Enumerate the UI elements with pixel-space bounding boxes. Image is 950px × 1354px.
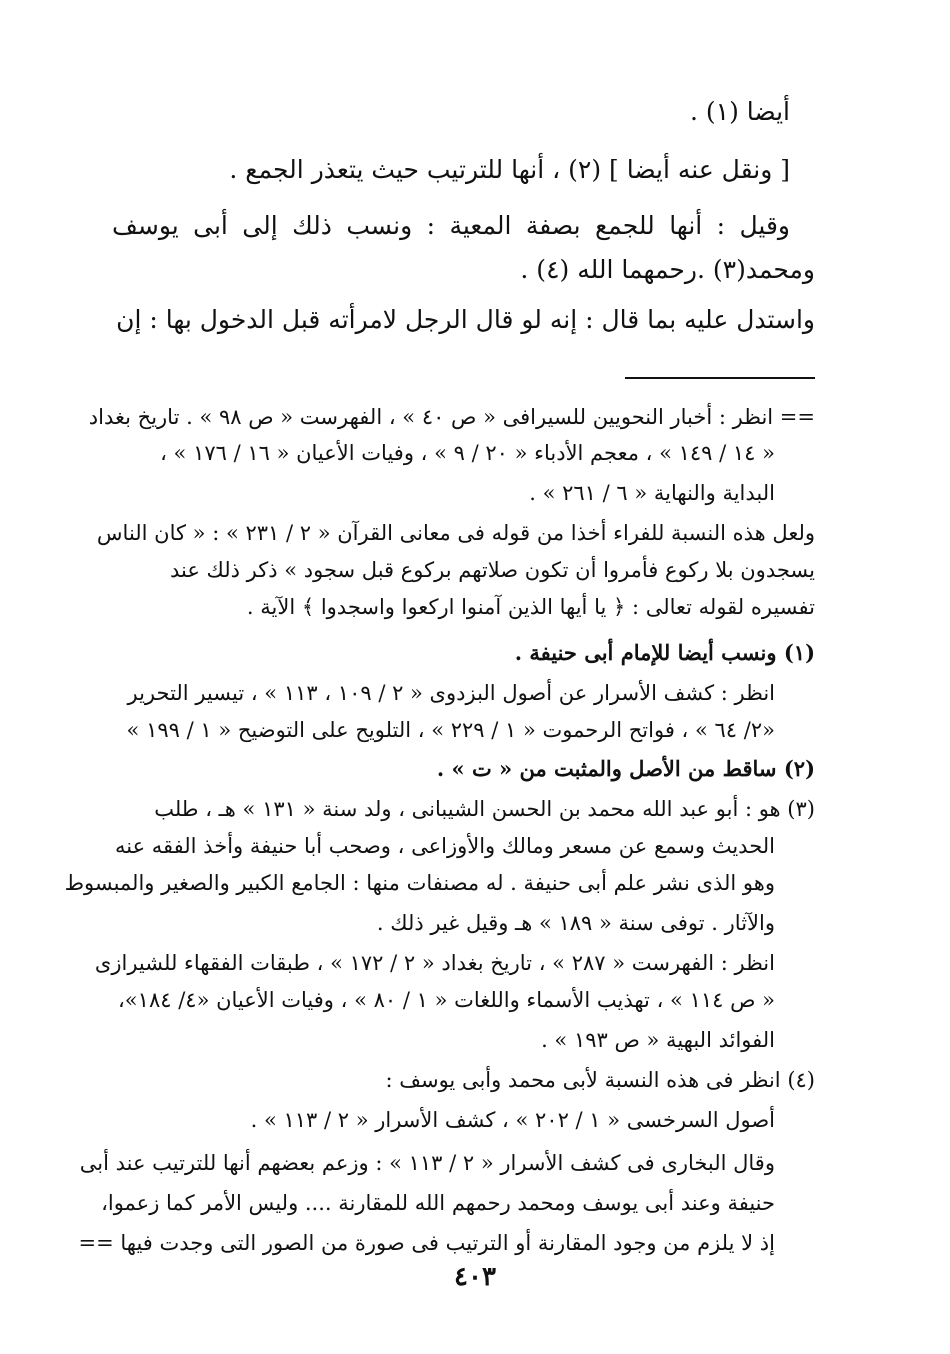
footnote-3-ref-line-1: انظر : الفهرست « ٢٨٧ » ، تاريخ بغداد « ٢ / ١٧٢ » ، طبقات الفقهاء للشيرازى: [94, 951, 775, 975]
footnote-3-line-2: الحديث وسمع عن مسعر ومالك والأوزاعى ، وصحب أبا حنيفة وأخذ الفقه عنه: [114, 834, 775, 858]
main-line-5: واستدل عليه بما قال : إنه لو قال الرجل لامرأته قبل الدخول بها : إن: [116, 305, 815, 334]
footnote-line-4: ولعل هذه النسبة للفراء أخذا من قوله فى معانى القرآن « ٢ / ٢٣١ » : « كان الناس: [96, 521, 815, 545]
footnote-3-line-1: (٣) هو : أبو عبد الله محمد بن الحسن الشيبانى ، ولد سنة « ١٣١ » هـ ، طلب: [154, 797, 815, 821]
main-line-4: ومحمد‏(٣)‏ .رحمهما الله ‏(٤)‏ .: [520, 255, 815, 284]
footnote-3-ref-line-3: الفوائد البهية « ص ١٩٣ » .: [541, 1028, 775, 1052]
main-line-2: [ ونقل عنه أيضا ] ‏(٢)‏ ، أنها للترتيب حيث يتعذر الجمع .: [229, 155, 790, 184]
footnote-4-ref: أصول السرخسى « ١ / ٢٠٢ » ، كشف الأسرار « ٢ / ١١٣ » .: [250, 1108, 775, 1132]
footnote-2: (٢) ساقط من الأصل والمثبت من « ت » .: [436, 756, 815, 781]
footnote-1-ref-line-1: انظر : كشف الأسرار عن أصول البزدوى « ٢ / ١٠٩ ، ١١٣ » ، تيسير التحرير: [127, 681, 775, 705]
main-line-3: وقيل : أنها للجمع بصفة المعية : ونسب ذلك إلى أبى يوسف: [112, 211, 790, 240]
footnote-4: (٤) انظر فى هذه النسبة لأبى محمد وأبى يوسف :: [385, 1068, 815, 1092]
footnote-line-6: تفسيره لقوله تعالى : ﴿ يا أيها الذين آمنوا اركعوا واسجدوا ﴾ الآية .: [246, 595, 815, 619]
footnote-3-ref-line-2: « ص ١١٤ » ، تهذيب الأسماء واللغات « ١ / ٨٠ » ، وفيات الأعيان «٤/ ١٨٤»،: [118, 988, 775, 1012]
footnote-line-3: البداية والنهاية « ٦ / ٢٦١ » .: [529, 481, 775, 505]
footnote-1: (١) ونسب أيضا للإمام أبى حنيفة .: [514, 640, 815, 665]
footnote-separator: [625, 377, 815, 379]
footnote-3-line-3: وهو الذى نشر علم أبى حنيفة . له مصنفات منها : الجامع الكبير والصغير والمبسوط: [64, 871, 775, 895]
footnote-line-2: « ١٤ / ١٤٩ » ، معجم الأدباء « ٢٠ / ٩ » ، وفيات الأعيان « ١٦ / ١٧٦ » ،: [160, 441, 775, 465]
footnote-4-quote-line-3: إذ لا يلزم من وجود المقارنة أو الترتيب فى صورة من الصور التى وجدت فيها ==: [78, 1231, 775, 1255]
footnote-3-line-4: والآثار . توفى سنة « ١٨٩ » هـ وقيل غير ذلك .: [376, 911, 775, 935]
footnote-4-quote-line-1: وقال البخارى فى كشف الأسرار « ٢ / ١١٣ » : وزعم بعضهم أنها للترتيب عند أبى: [79, 1151, 775, 1175]
footnote-line-1: == انظر : أخبار النحويين للسيرافى « ص ٤٠ » ، الفهرست « ص ٩٨ » . تاريخ بغداد: [88, 405, 815, 429]
footnote-4-quote-line-2: حنيفة وعند أبى يوسف ومحمد رحمهم الله للمقارنة .... وليس الأمر كما زعموا،: [101, 1191, 775, 1215]
footnote-1-ref-line-2: «٢/ ٦٤ » ، فواتح الرحموت « ١ / ٢٢٩ » ، التلويح على التوضيح « ١ / ١٩٩ »: [126, 718, 775, 742]
footnote-line-5: يسجدون بلا ركوع فأمروا أن تكون صلاتهم بركوع قبل سجود » ذكر ذلك عند: [169, 558, 815, 582]
page-number: ٤٠٣: [454, 1262, 496, 1292]
main-line-1: أيضا ‏(١)‏ .: [690, 97, 790, 126]
